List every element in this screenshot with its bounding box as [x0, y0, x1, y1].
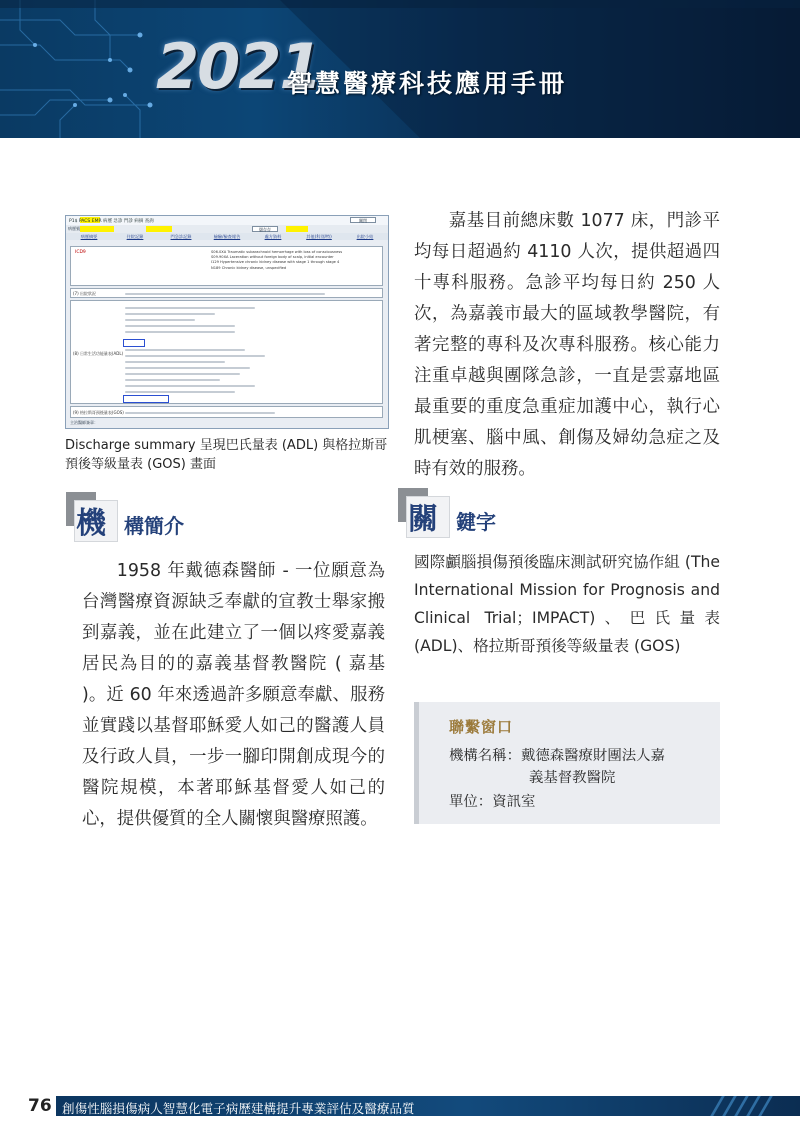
figure-icd-label: ICD9	[75, 250, 86, 255]
contact-unit-value: 資訊室	[492, 794, 536, 810]
figure-text-line	[125, 331, 235, 333]
figure-icd-line: N189 Chronic kidney disease, unspecified	[211, 265, 287, 270]
figure-text-line	[125, 293, 325, 295]
figure-tab-bar	[66, 233, 388, 240]
figure-tab: 出院小結	[356, 234, 374, 239]
figure-highlight	[80, 226, 114, 232]
figure-text-line	[125, 373, 240, 375]
figure-text-line	[125, 313, 215, 315]
figure-menu-bar: P1$ PACS EMR 病歷 急診 門診 病摘 查詢	[69, 219, 154, 224]
figure-highlight-box	[123, 395, 169, 403]
figure-text-line	[125, 361, 225, 363]
figure-caption: Discharge summary 呈現巴氏量表 (ADL) 與格拉斯哥預後等級量表 (GOS) 畫面	[65, 438, 388, 472]
heading-initial-char: 關	[408, 502, 438, 537]
figure-icd-panel	[70, 246, 383, 286]
figure-text-line	[125, 307, 255, 309]
figure-text-line	[125, 385, 255, 387]
figure-tab: 病歷摘要	[80, 234, 98, 239]
figure-tab: 處方資料	[264, 234, 282, 239]
heading-text: 鍵字	[456, 510, 496, 534]
discharge-summary-screenshot	[65, 215, 389, 429]
contact-org-name: 戴德森醫療財團法人嘉	[520, 748, 665, 764]
figure-close-button: 關閉	[350, 217, 376, 223]
figure-gos-panel	[70, 406, 383, 418]
figure-icd-line: I129 Hypertensive chronic kidney disease with stage 1 through stage 4	[211, 260, 340, 265]
figure-adl-panel	[70, 300, 383, 404]
figure-text-line	[125, 412, 275, 414]
section-heading-keywords	[398, 488, 598, 540]
header-banner	[0, 0, 800, 138]
footer-text: 創傷性腦損傷病人智慧化電子病歷建構提升專業評估及醫療品質	[62, 1101, 415, 1116]
keywords-paragraph: 國際顱腦損傷預後臨床測試研究協作組 (The International Mission for Prognosis and Clinical Trial；IMPACT)、巴氏量表 (ADL)、格拉斯哥預後等級量表 (GOS)	[414, 553, 720, 655]
figure-icd-line: S06.0XA Traumatic subarachnoid hemorrhage with loss of consciousness	[211, 250, 343, 254]
figure-tab: 其他(科別/特)	[306, 234, 332, 239]
heading-text: 構簡介	[124, 514, 184, 538]
heading-initial-char: 機	[76, 506, 106, 541]
figure-highlight-box	[123, 339, 145, 347]
contact-org-row	[449, 744, 665, 765]
figure-tab: 檢驗/檢查報告	[213, 234, 241, 239]
contact-unit-label: 單位：	[449, 794, 493, 810]
contact-org-name-cont: 義基督教醫院	[529, 770, 616, 786]
figure-text-line	[125, 319, 195, 321]
contact-title: 聯繫窗口	[449, 718, 514, 736]
figure-text-line	[125, 367, 250, 369]
figure-text-line	[125, 391, 235, 393]
section-heading-organization	[66, 492, 266, 544]
figure-text-line	[125, 355, 265, 357]
organization-intro-paragraph: 1958 年戴德森醫師 - 一位願意為台灣醫療資源缺乏奉獻的宣教士舉家搬到嘉義，並在此建立了一個以疼愛嘉義居民為目的的嘉義基督教醫院 ( 嘉基 )。近 60 年來透過許多願意奉獻、服務並實踐以基督耶穌愛人如己的醫護人員及行政人員，一步一腳印開創成現今的醫院規模，本著耶穌基督愛人如己的心，提供優質的全人關懷與醫療照護。	[82, 561, 385, 829]
figure-text-line	[125, 325, 235, 327]
figure-highlight	[286, 226, 308, 232]
contact-org-label: 機構名稱：	[449, 748, 521, 764]
page-number: 76	[28, 1096, 52, 1116]
figure-tab: 門急診記錄	[170, 234, 192, 239]
figure-footer-label: 主治醫師簽章：	[70, 420, 98, 425]
footer-stripe	[758, 1096, 773, 1116]
hospital-overview-paragraph: 嘉基目前總床數 1077 床，門診平均每日超過約 4110 人次，提供超過四十專科服務。急診平均每日約 250 人次，為嘉義市最大的區域教學醫院，有著完整的專科及次專科服務。核心能力注重卓越與團隊急診，一直是雲嘉地區最重要的重度急重症加護中心，執行心肌梗塞、腦中風、創傷及婦幼急症之及時有效的服務。	[414, 211, 720, 479]
figure-highlight	[146, 226, 172, 232]
figure-row-label: 病歷號	[68, 226, 80, 231]
footer-bar	[56, 1096, 800, 1116]
figure-icd-list	[211, 250, 381, 271]
contact-unit-row	[449, 790, 535, 811]
figure-icd-line: S09.90XA Laceration without foreign body of scalp, initial encounter	[211, 255, 334, 260]
contact-box	[414, 702, 720, 824]
figure-section-label: (7) 出院狀況	[73, 291, 96, 296]
figure-text-line	[125, 379, 220, 381]
figure-text-line	[125, 349, 245, 351]
figure-section-label: (9) 格拉斯哥預後量表(GOS)	[73, 410, 124, 415]
banner-year: 2021	[156, 30, 321, 103]
figure-save-button: 儲存存	[252, 226, 278, 232]
banner-title: 智慧醫療科技應用手冊	[287, 69, 568, 98]
figure-tab: 住院記錄	[126, 234, 144, 239]
figure-section-label: (8) 日常生活功能量表(ADL)	[73, 351, 124, 356]
figure-discharge-status	[70, 288, 383, 298]
